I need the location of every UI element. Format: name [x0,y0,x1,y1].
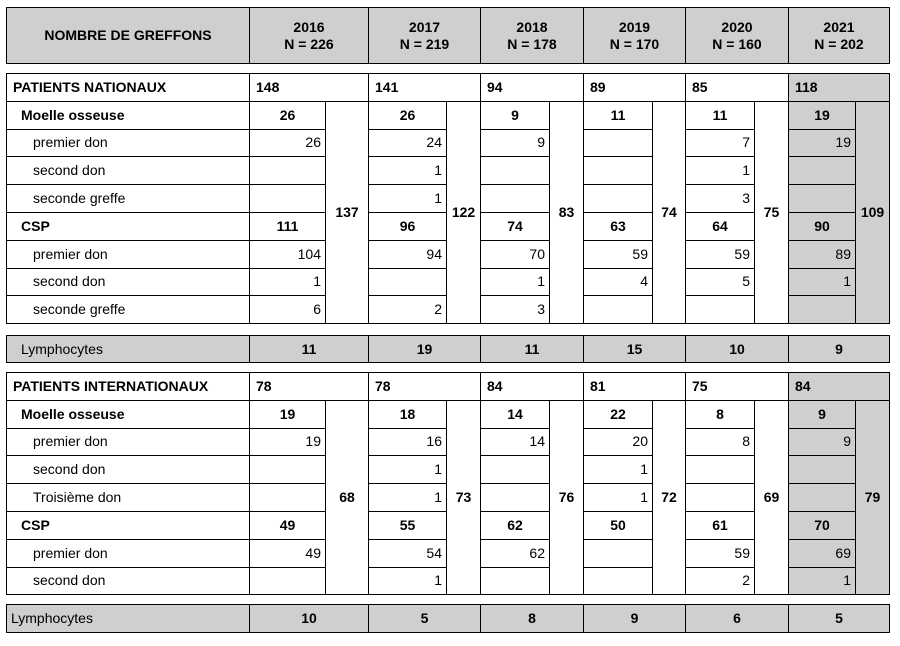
international-row-value: 62 [480,539,550,568]
national-group-total-2018: 83 [549,101,584,324]
national-row-label: Moelle osseuse [6,101,250,130]
national-row-value: 26 [249,129,326,158]
national-group-total-2016: 137 [325,101,369,324]
national-row-value [685,295,755,324]
international-row-value: 61 [685,511,755,540]
national-row-value: 7 [685,129,755,158]
international-total-2018: 84 [480,372,584,401]
year-label: 2019 [618,18,651,35]
international-total-2020: 75 [685,372,789,401]
international-row-value [480,567,550,596]
national-row-value: 6 [249,295,326,324]
international-lymphocytes-2016: 10 [249,604,369,633]
international-row-value: 19 [249,400,326,429]
international-lymphocytes-2017: 5 [368,604,481,633]
national-row-value [583,129,653,158]
year-count: N = 170 [609,35,660,52]
international-row-value: 19 [249,428,326,457]
national-row-label: premier don [6,129,250,158]
international-row-label: CSP [6,511,250,540]
national-lymphocytes-2021: 9 [788,335,890,363]
national-lymphocytes-2020: 10 [685,335,789,363]
international-row-value: 49 [249,539,326,568]
international-row-value: 1 [368,483,447,512]
international-group-total-2019: 72 [652,400,686,596]
national-lymphocytes-2016: 11 [249,335,369,363]
international-row-value: 9 [788,400,856,429]
national-row-value: 74 [480,212,550,241]
international-row-value: 16 [368,428,447,457]
national-row-value: 3 [685,184,755,213]
international-row-value [249,483,326,512]
national-row-value [480,184,550,213]
national-group-total-2020: 75 [754,101,789,324]
national-row-value: 1 [685,156,755,185]
national-row-value [583,156,653,185]
national-row-label: second don [6,156,250,185]
year-count: N = 219 [399,35,450,52]
national-row-value: 3 [480,295,550,324]
national-row-value: 63 [583,212,653,241]
year-count: N = 160 [712,35,762,52]
national-row-label: second don [6,268,250,297]
international-row-value: 59 [685,539,755,568]
national-row-value: 1 [368,184,447,213]
national-row-value: 26 [368,101,447,130]
international-row-value: 14 [480,400,550,429]
national-total-2021: 118 [788,73,890,102]
national-row-value: 96 [368,212,447,241]
international-row-value: 8 [685,400,755,429]
international-row-value: 54 [368,539,447,568]
national-row-value: 19 [788,101,856,130]
international-row-value [480,455,550,484]
national-row-value: 9 [480,129,550,158]
year-header-2019 [583,7,686,64]
year-count: N = 226 [284,35,334,52]
international-lymphocytes-label: Lymphocytes [6,604,250,633]
international-row-value: 9 [788,428,856,457]
year-label: 2016 [293,18,325,35]
year-header-2020 [685,7,789,64]
national-row-label: seconde greffe [6,295,250,324]
national-total-2017: 141 [368,73,481,102]
national-row-value [788,295,856,324]
national-row-value: 26 [249,101,326,130]
national-row-value [788,156,856,185]
national-row-value: 5 [685,268,755,297]
international-total-2016: 78 [249,372,369,401]
international-row-value: 69 [788,539,856,568]
national-section-title: PATIENTS NATIONAUX [6,73,250,102]
international-row-value: 2 [685,567,755,596]
national-lymphocytes-2018: 11 [480,335,584,363]
national-row-value: 1 [480,268,550,297]
year-header-2021 [788,7,890,64]
national-group-total-2017: 122 [446,101,481,324]
international-row-value [249,455,326,484]
international-row-value [685,455,755,484]
international-row-value: 50 [583,511,653,540]
national-lymphocytes-2019: 15 [583,335,686,363]
national-row-value [583,295,653,324]
national-row-label: premier don [6,240,250,269]
national-row-value: 19 [788,129,856,158]
national-row-value [788,184,856,213]
international-row-value: 1 [583,483,653,512]
national-row-value: 11 [685,101,755,130]
national-group-total-2019: 74 [652,101,686,324]
international-row-value [788,483,856,512]
national-row-value [249,156,326,185]
national-row-value: 94 [368,240,447,269]
international-total-2017: 78 [368,372,481,401]
national-row-value: 59 [583,240,653,269]
international-row-value [249,567,326,596]
national-row-value: 104 [249,240,326,269]
national-row-value [249,184,326,213]
national-lymphocytes-label: Lymphocytes [6,335,250,363]
international-row-value: 70 [788,511,856,540]
international-total-2021: 84 [788,372,890,401]
international-row-value: 18 [368,400,447,429]
international-lymphocytes-2019: 9 [583,604,686,633]
year-label: 2017 [408,18,441,35]
national-row-value: 9 [480,101,550,130]
international-group-total-2018: 76 [549,400,584,596]
national-row-value: 1 [249,268,326,297]
international-row-label: Moelle osseuse [6,400,250,429]
international-total-2019: 81 [583,372,686,401]
national-row-value: 1 [788,268,856,297]
international-row-value [480,483,550,512]
national-total-2020: 85 [685,73,789,102]
international-row-value: 1 [368,455,447,484]
year-label: 2018 [516,18,548,35]
international-row-label: premier don [6,539,250,568]
year-count: N = 178 [507,35,557,52]
international-row-value: 49 [249,511,326,540]
national-row-value: 89 [788,240,856,269]
international-lymphocytes-2020: 6 [685,604,789,633]
international-row-value: 55 [368,511,447,540]
international-row-value: 1 [368,567,447,596]
national-row-value: 2 [368,295,447,324]
national-row-value: 64 [685,212,755,241]
international-section-title: PATIENTS INTERNATIONAUX [6,372,250,401]
international-row-value [583,539,653,568]
international-row-label: second don [6,567,250,596]
international-row-value: 62 [480,511,550,540]
national-row-value [480,156,550,185]
international-row-value [685,483,755,512]
national-lymphocytes-2017: 19 [368,335,481,363]
header-title-cell: NOMBRE DE GREFFONS [6,7,250,64]
international-group-total-2020: 69 [754,400,789,596]
international-row-value [788,455,856,484]
national-row-value: 24 [368,129,447,158]
international-row-label: Troisième don [6,483,250,512]
international-row-value: 1 [788,567,856,596]
international-row-value: 20 [583,428,653,457]
international-group-total-2016: 68 [325,400,369,596]
year-count: N = 202 [814,35,864,52]
year-label: 2020 [721,18,753,35]
national-row-value: 90 [788,212,856,241]
international-lymphocytes-2018: 8 [480,604,584,633]
year-header-2018 [480,7,584,64]
international-row-value [583,567,653,596]
international-row-value: 8 [685,428,755,457]
national-row-value: 59 [685,240,755,269]
international-group-total-2017: 73 [446,400,481,596]
national-total-2019: 89 [583,73,686,102]
national-total-2018: 94 [480,73,584,102]
international-row-label: premier don [6,428,250,457]
national-group-total-2021: 109 [855,101,890,324]
international-row-value: 14 [480,428,550,457]
year-header-2016 [249,7,369,64]
year-label: 2021 [823,18,855,35]
national-row-value: 111 [249,212,326,241]
international-row-label: second don [6,455,250,484]
national-row-value: 70 [480,240,550,269]
international-lymphocytes-2021: 5 [788,604,890,633]
international-group-total-2021: 79 [855,400,890,596]
national-total-2016: 148 [249,73,369,102]
national-row-value: 1 [368,156,447,185]
international-row-value: 22 [583,400,653,429]
national-row-label: CSP [6,212,250,241]
national-row-value: 4 [583,268,653,297]
national-row-value [368,268,447,297]
international-row-value: 1 [583,455,653,484]
year-header-2017 [368,7,481,64]
national-row-value: 11 [583,101,653,130]
national-row-label: seconde greffe [6,184,250,213]
national-row-value [583,184,653,213]
